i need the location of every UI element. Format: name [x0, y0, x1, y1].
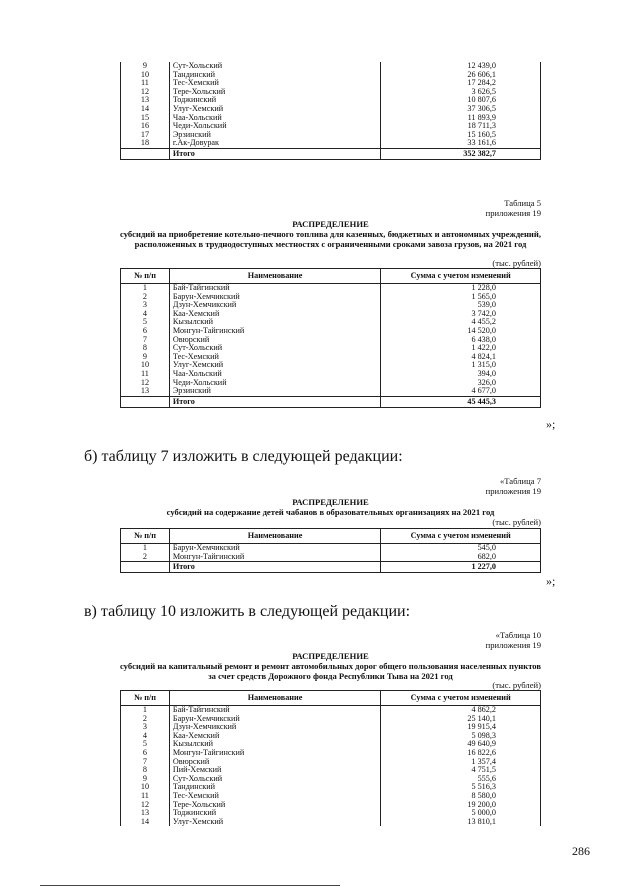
cell-sum: 3 742,0 — [381, 310, 541, 319]
cell-sum: 10 807,6 — [381, 96, 541, 105]
table5-header-num: № п/п — [121, 269, 170, 284]
table7-ref — [380, 476, 541, 496]
table-row — [121, 387, 541, 396]
cell-sum: 25 140,1 — [381, 715, 541, 724]
cell-name: Чеди-Хольский — [169, 122, 380, 131]
table5 — [120, 268, 541, 408]
cell-sum: 8 580,0 — [381, 792, 541, 801]
table10 — [120, 690, 541, 826]
cell-empty — [121, 148, 170, 159]
cell-num: 18 — [121, 139, 170, 148]
cell-name: Монгун-Тайгинский — [169, 749, 380, 758]
cell-num: 17 — [121, 131, 170, 140]
cell-sum: 1 357,4 — [381, 758, 541, 767]
cell-sum: 1 565,0 — [381, 293, 541, 302]
cell-num: 6 — [121, 327, 170, 336]
cell-num: 3 — [121, 301, 170, 310]
cell-sum: 19 200,0 — [381, 801, 541, 810]
cell-name: Улуг-Хемский — [169, 818, 380, 827]
table7-ref-line2: приложения 19 — [485, 486, 541, 496]
cell-num: 15 — [121, 114, 170, 123]
cell-sum: 5 516,3 — [381, 783, 541, 792]
cell-name: Кызылский — [169, 318, 380, 327]
cell-sum: 394,0 — [381, 370, 541, 379]
cell-num: 4 — [121, 310, 170, 319]
cell-sum: 33 161,6 — [381, 139, 541, 148]
table7-body — [121, 544, 541, 573]
cell-num: 12 — [121, 88, 170, 97]
cell-name: Кызылский — [169, 740, 380, 749]
cell-sum: 6 438,0 — [381, 336, 541, 345]
cell-name: Тере-Хольский — [169, 801, 380, 810]
total-label: Итого — [169, 396, 380, 407]
cell-num: 1 — [121, 284, 170, 293]
table5-subtitle: субсидий на приобретение котельно-печного топлива для казенных, бюджетных и автономных учреждений, расположенных в труднодоступных местностях с ограниченными сроками завоза грузов, на 2021 год — [120, 229, 541, 249]
table10-ref-line1: «Таблица 10 — [495, 630, 541, 640]
cell-num: 10 — [121, 783, 170, 792]
table10-ref-line2: приложения 19 — [485, 640, 541, 650]
cell-sum: 326,0 — [381, 379, 541, 388]
cell-sum: 1 228,0 — [381, 284, 541, 293]
cell-sum: 4 751,5 — [381, 766, 541, 775]
table7-closing: »; — [546, 574, 556, 588]
cell-sum: 26 606,1 — [381, 71, 541, 80]
cell-sum: 3 626,5 — [381, 88, 541, 97]
cell-name: Тере-Хольский — [169, 88, 380, 97]
cell-name: Чаа-Хольский — [169, 114, 380, 123]
table-continuation — [120, 62, 541, 160]
cell-sum: 4 862,2 — [381, 706, 541, 715]
total-value: 352 382,7 — [381, 148, 541, 159]
table7-heading: РАСПРЕДЕЛЕНИЕ — [292, 497, 369, 507]
paragraph-b: б) таблицу 7 изложить в следующей редакции: — [84, 448, 403, 465]
table7 — [120, 528, 541, 573]
cell-name: Эрзинский — [169, 387, 380, 396]
cell-sum: 49 640,9 — [381, 740, 541, 749]
cell-num: 6 — [121, 749, 170, 758]
cell-sum: 4 677,0 — [381, 387, 541, 396]
cell-name: г.Ак-Довурак — [169, 139, 380, 148]
cell-name: Улуг-Хемский — [169, 105, 380, 114]
cell-name: Каа-Хемский — [169, 732, 380, 741]
total-value: 45 445,3 — [381, 396, 541, 407]
table-row — [121, 818, 541, 827]
table7-header-name: Наименование — [169, 529, 380, 544]
cell-sum: 545,0 — [381, 544, 541, 553]
cell-num: 14 — [121, 105, 170, 114]
cell-sum: 682,0 — [381, 553, 541, 562]
cell-sum: 4 824,1 — [381, 353, 541, 362]
cell-name: Овюрский — [169, 336, 380, 345]
cell-num: 10 — [121, 71, 170, 80]
cell-sum: 37 306,5 — [381, 105, 541, 114]
table10-subtitle: субсидий на капитальный ремонт и ремонт автомобильных дорог общего пользования населенных пунктов за счет средств Дорожного фонда Республики Тыва на 2021 год — [119, 661, 542, 681]
table5-header-sum: Сумма с учетом изменений — [381, 269, 541, 284]
cell-num: 12 — [121, 801, 170, 810]
table-total-row — [121, 396, 541, 407]
cell-name: Монгун-Тайгинский — [169, 327, 380, 336]
cell-sum: 12 439,0 — [381, 62, 541, 71]
table5-ref-line2: приложения 19 — [485, 208, 541, 218]
table10-units: (тыс. рублей) — [492, 680, 541, 690]
cell-num: 13 — [121, 96, 170, 105]
table5-units: (тыс. рублей) — [492, 258, 541, 268]
cell-empty — [121, 562, 170, 573]
cell-name: Бай-Тайгинский — [169, 284, 380, 293]
cell-name: Барун-Хемчикский — [169, 544, 380, 553]
cell-num: 3 — [121, 723, 170, 732]
table10-body — [121, 706, 541, 827]
cell-num: 10 — [121, 361, 170, 370]
cell-name: Тес-Хемский — [169, 79, 380, 88]
cell-sum: 1 315,0 — [381, 361, 541, 370]
table7-ref-line1: «Таблица 7 — [499, 476, 541, 486]
cell-name: Тес-Хемский — [169, 353, 380, 362]
cell-name: Барун-Хемчикский — [169, 293, 380, 302]
cell-sum: 14 520,0 — [381, 327, 541, 336]
cell-num: 2 — [121, 715, 170, 724]
table7-header-num: № п/п — [121, 529, 170, 544]
table5-header-name: Наименование — [169, 269, 380, 284]
cell-name: Тандинский — [169, 783, 380, 792]
table-row — [121, 139, 541, 148]
table5-ref — [380, 198, 541, 218]
cell-sum: 4 455,2 — [381, 318, 541, 327]
cell-name: Чаа-Хольский — [169, 370, 380, 379]
cell-sum: 13 810,1 — [381, 818, 541, 827]
cell-num: 11 — [121, 792, 170, 801]
cell-num: 11 — [121, 79, 170, 88]
cell-sum: 5 000,0 — [381, 809, 541, 818]
cell-name: Каа-Хемский — [169, 310, 380, 319]
table10-header-name: Наименование — [169, 691, 380, 706]
cell-num: 11 — [121, 370, 170, 379]
table-total-row — [121, 148, 541, 159]
cell-sum: 1 422,0 — [381, 344, 541, 353]
footer-rule — [40, 885, 340, 886]
cell-sum: 16 822,6 — [381, 749, 541, 758]
cell-num: 9 — [121, 775, 170, 784]
cell-name: Улуг-Хемский — [169, 361, 380, 370]
table5-ref-line1: Таблица 5 — [504, 198, 541, 208]
cell-name: Дзун-Хемчикский — [169, 723, 380, 732]
cell-name: Чеди-Хольский — [169, 379, 380, 388]
total-label: Итого — [169, 148, 380, 159]
cell-name: Бай-Тайгинский — [169, 706, 380, 715]
cell-sum: 539,0 — [381, 301, 541, 310]
cell-name: Сут-Хольский — [169, 775, 380, 784]
cell-num: 7 — [121, 758, 170, 767]
cell-num: 14 — [121, 818, 170, 827]
cell-num: 12 — [121, 379, 170, 388]
cell-name: Сут-Хольский — [169, 62, 380, 71]
cell-name: Барун-Хемчикский — [169, 715, 380, 724]
cell-name: Монгун-Тайгинский — [169, 553, 380, 562]
cell-name: Сут-Хольский — [169, 344, 380, 353]
cell-num: 16 — [121, 122, 170, 131]
cell-empty — [121, 396, 170, 407]
cell-name: Тоджинский — [169, 809, 380, 818]
cell-sum: 11 893,9 — [381, 114, 541, 123]
cell-name: Тандинский — [169, 71, 380, 80]
total-label: Итого — [169, 562, 380, 573]
cell-name: Овюрский — [169, 758, 380, 767]
cell-num: 7 — [121, 336, 170, 345]
table-continuation-body — [121, 62, 541, 159]
total-value: 1 227,0 — [381, 562, 541, 573]
cell-num: 1 — [121, 544, 170, 553]
cell-num: 4 — [121, 732, 170, 741]
cell-sum: 17 284,2 — [381, 79, 541, 88]
cell-num: 5 — [121, 318, 170, 327]
table-total-row — [121, 562, 541, 573]
table5-heading: РАСПРЕДЕЛЕНИЕ — [292, 219, 369, 229]
cell-sum: 555,6 — [381, 775, 541, 784]
table-row — [121, 553, 541, 562]
cell-num: 2 — [121, 293, 170, 302]
table7-header-sum: Сумма с учетом изменений — [381, 529, 541, 544]
cell-sum: 19 915,4 — [381, 723, 541, 732]
table5-closing: »; — [546, 417, 556, 431]
cell-num: 13 — [121, 809, 170, 818]
cell-num: 2 — [121, 553, 170, 562]
paragraph-v: в) таблицу 10 изложить в следующей редакции: — [84, 603, 411, 620]
table10-heading: РАСПРЕДЕЛЕНИЕ — [292, 651, 369, 661]
table7-units: (тыс. рублей) — [492, 517, 541, 527]
table5-body — [121, 284, 541, 408]
cell-num: 8 — [121, 344, 170, 353]
cell-sum: 5 098,3 — [381, 732, 541, 741]
cell-name: Тоджинский — [169, 96, 380, 105]
page-number: 286 — [572, 844, 590, 858]
cell-num: 5 — [121, 740, 170, 749]
cell-sum: 18 711,3 — [381, 122, 541, 131]
cell-name: Пий-Хемский — [169, 766, 380, 775]
cell-name: Тес-Хемский — [169, 792, 380, 801]
cell-num: 13 — [121, 387, 170, 396]
table7-subtitle: субсидий на содержание детей чабанов в образовательных организациях на 2021 год — [166, 507, 495, 517]
cell-name: Эрзинский — [169, 131, 380, 140]
cell-name: Дзун-Хемчикский — [169, 301, 380, 310]
cell-sum: 15 160,5 — [381, 131, 541, 140]
cell-num: 9 — [121, 353, 170, 362]
table10-header-sum: Сумма с учетом изменений — [381, 691, 541, 706]
cell-num: 1 — [121, 706, 170, 715]
table10-ref — [380, 630, 541, 650]
table10-header-num: № п/п — [121, 691, 170, 706]
cell-num: 8 — [121, 766, 170, 775]
cell-num: 9 — [121, 62, 170, 71]
